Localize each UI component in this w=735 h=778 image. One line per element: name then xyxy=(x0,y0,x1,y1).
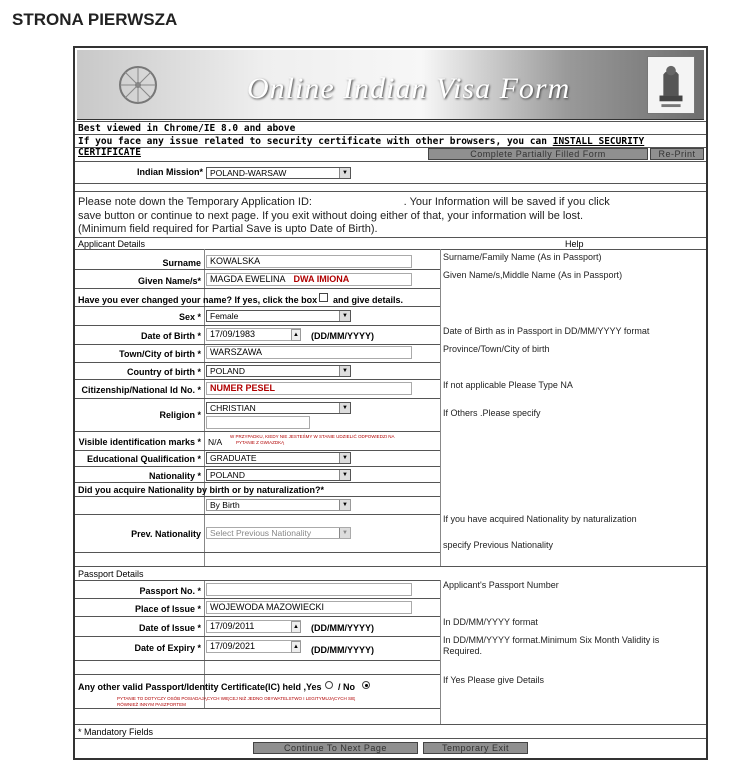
national-emblem-icon xyxy=(647,56,695,114)
continue-next-page-button[interactable]: Continue To Next Page xyxy=(253,742,418,754)
nationality-label: Nationality * xyxy=(148,471,201,481)
marks-value: N/A xyxy=(208,437,223,447)
dropdown-arrow-icon: ▼ xyxy=(339,500,350,510)
prev-nationality-value: Select Previous Nationality xyxy=(210,528,312,538)
divider xyxy=(75,738,706,739)
column-divider xyxy=(440,249,441,566)
temp-note-line-1: Please note down the Temporary Application ID: . Your Information will be saved if you click xyxy=(78,196,610,208)
surname-label: Surname xyxy=(162,258,201,268)
cert-note-text: If you face any issue related to security certificate with other browsers, you can xyxy=(78,136,547,147)
education-value: GRADUATE xyxy=(210,453,257,463)
divider xyxy=(75,183,706,184)
other-passport-annotation-line-2: RÓWNIEŻ INNYM PASZPORTEM xyxy=(117,701,186,707)
religion-value: CHRISTIAN xyxy=(210,403,256,413)
passport-number-input[interactable] xyxy=(206,583,412,596)
divider xyxy=(75,660,440,661)
divider xyxy=(75,269,440,270)
page-heading: STRONA PIERWSZA xyxy=(12,10,178,29)
marks-annotation xyxy=(230,434,420,445)
town-input[interactable]: WARSZAWA xyxy=(206,346,412,359)
dob-spinner-icon[interactable]: ▲ xyxy=(291,329,301,341)
prev-nationality-help-2: specify Previous Nationality xyxy=(443,540,554,550)
browser-note: Best viewed in Chrome/IE 8.0 and above xyxy=(78,123,296,134)
other-passport-question: Any other valid Passport/Identity Certificate(IC) held ,Yes xyxy=(78,682,322,692)
divider xyxy=(75,466,440,467)
surname-input[interactable]: KOWALSKA xyxy=(206,255,412,268)
divider xyxy=(75,306,440,307)
given-name-label: Given Name/s* xyxy=(137,276,201,286)
dob-input[interactable]: 17/09/1983 xyxy=(206,328,301,341)
acquire-question: Did you acquire Nationality by birth or by naturalization?* xyxy=(78,485,325,495)
divider xyxy=(75,398,440,399)
changed-name-question xyxy=(78,295,317,305)
issue-date-input[interactable]: 17/09/2011 xyxy=(206,620,301,633)
town-help: Province/Town/City of birth xyxy=(443,344,550,354)
sex-value: Female xyxy=(210,311,239,321)
expiry-date-help-1: In DD/MM/YYYY format.Minimum Six Month Validity is xyxy=(443,635,660,645)
divider xyxy=(75,431,440,432)
install-certificate-link[interactable]: INSTALL SECURITY CERTIFICATE xyxy=(78,136,645,158)
expiry-date-label: Date of Expiry * xyxy=(134,643,201,653)
citizenship-label: Citizenship/National Id No. * xyxy=(81,385,201,395)
religion-other-input[interactable] xyxy=(206,416,310,429)
temp-note xyxy=(78,196,703,237)
divider xyxy=(75,636,440,637)
divider xyxy=(75,362,440,363)
country-value: POLAND xyxy=(210,366,245,376)
given-name-input[interactable] xyxy=(206,273,412,286)
expiry-date-help-2: Required. xyxy=(443,646,483,656)
dropdown-arrow-icon: ▼ xyxy=(339,168,350,178)
divider xyxy=(75,724,706,725)
column-divider xyxy=(440,580,441,724)
reprint-button[interactable]: Re-Print xyxy=(650,148,704,160)
dropdown-arrow-icon: ▼ xyxy=(339,528,350,538)
dropdown-arrow-icon: ▼ xyxy=(339,403,350,413)
other-passport-yes-radio[interactable] xyxy=(325,681,333,689)
surname-help: Surname/Family Name (As in Passport) xyxy=(443,252,602,262)
issue-date-spinner-icon[interactable]: ▲ xyxy=(291,621,301,633)
mandatory-note: * Mandatory Fields xyxy=(78,727,154,737)
expiry-date-input[interactable]: 17/09/2021 xyxy=(206,640,301,653)
dropdown-arrow-icon: ▼ xyxy=(339,453,350,463)
divider xyxy=(75,344,440,345)
place-of-issue-label: Place of Issue * xyxy=(134,604,201,614)
expiry-date-format: (DD/MM/YYYY) xyxy=(311,645,374,655)
town-label: Town/City of birth * xyxy=(119,349,201,359)
divider xyxy=(75,325,440,326)
given-name-annotation: DWA IMIONA xyxy=(293,274,350,284)
divider xyxy=(75,482,440,483)
divider xyxy=(75,379,440,380)
changed-name-suffix: and give details. xyxy=(333,295,404,305)
help-section-title: Help xyxy=(565,239,584,249)
temporary-exit-button[interactable]: Temporary Exit xyxy=(423,742,528,754)
passport-number-help: Applicant's Passport Number xyxy=(443,580,559,590)
country-select[interactable] xyxy=(206,365,351,377)
applicant-section-title: Applicant Details xyxy=(78,239,146,249)
marks-label: Visible identification marks * xyxy=(78,437,201,447)
divider xyxy=(75,134,706,135)
mission-select[interactable] xyxy=(206,167,351,179)
divider xyxy=(75,674,440,675)
temp-note-line-3: (Minimum field required for Partial Save is upto Date of Birth). xyxy=(78,223,378,235)
marks-annotation-line-2: PYTANIE Z GWIAZDKĄ xyxy=(236,439,285,445)
divider xyxy=(75,237,706,238)
dropdown-arrow-icon: ▼ xyxy=(339,470,350,480)
citizenship-input[interactable] xyxy=(206,382,412,395)
divider xyxy=(75,580,440,581)
prev-nationality-label: Prev. Nationality xyxy=(131,529,201,539)
dob-label: Date of Birth * xyxy=(140,331,201,341)
divider xyxy=(75,249,706,250)
changed-name-text: Have you ever changed your name? If yes, click the box xyxy=(78,295,318,305)
education-select[interactable] xyxy=(206,452,351,464)
mission-value: POLAND-WARSAW xyxy=(210,168,287,178)
place-of-issue-input[interactable]: WOJEWODA MAZOWIECKI xyxy=(206,601,412,614)
other-passport-no-radio[interactable] xyxy=(362,681,370,689)
temp-note-line-2: save button or continue to next page. If you exit without doing either of that, your information will be lost. xyxy=(78,209,584,222)
sex-select[interactable] xyxy=(206,310,351,322)
acquire-select[interactable] xyxy=(206,499,351,511)
dob-help: Date of Birth as in Passport in DD/MM/YYYY format xyxy=(443,326,650,336)
mission-label: Indian Mission* xyxy=(136,167,203,177)
prev-nationality-select[interactable] xyxy=(206,527,351,539)
other-passport-no-label: / No xyxy=(338,682,355,692)
divider xyxy=(75,288,440,289)
passport-number-label: Passport No. * xyxy=(139,586,201,596)
issue-date-label: Date of Issue * xyxy=(138,623,201,633)
divider xyxy=(75,496,440,497)
citizenship-annotation: NUMER PESEL xyxy=(210,383,276,393)
banner-title: Online Indian Visa Form xyxy=(247,72,571,105)
education-label: Educational Qualification * xyxy=(86,454,201,464)
other-passport-annotation-line-1: PYTANIE TO DOTYCZY OSÓB POSIADAJĄCYCH WIĘCEJ NIŻ JEDNO OBYWATELSTWO I LEGITYMUJĄCYCH SIĘ xyxy=(117,696,356,701)
divider xyxy=(75,161,706,162)
expiry-date-spinner-icon[interactable]: ▲ xyxy=(291,641,301,653)
visa-form xyxy=(73,46,708,760)
given-name-help: Given Name/s,Middle Name (As in Passport) xyxy=(443,270,623,280)
divider xyxy=(75,121,706,122)
form-banner xyxy=(77,50,704,120)
religion-label: Religion * xyxy=(159,410,201,420)
nationality-select[interactable] xyxy=(206,469,351,481)
passport-section-title: Passport Details xyxy=(78,569,144,579)
divider xyxy=(75,598,440,599)
issue-date-help: In DD/MM/YYYY format xyxy=(443,617,538,627)
complete-partial-form-button[interactable]: Complete Partially Filled Form xyxy=(428,148,648,160)
sex-label: Sex * xyxy=(178,312,201,322)
ashoka-chakra-icon xyxy=(117,64,159,106)
dropdown-arrow-icon: ▼ xyxy=(339,366,350,376)
divider xyxy=(75,450,440,451)
dropdown-arrow-icon: ▼ xyxy=(339,311,350,321)
divider xyxy=(75,552,440,553)
issue-date-format: (DD/MM/YYYY) xyxy=(311,623,374,633)
religion-select[interactable] xyxy=(206,402,351,414)
changed-name-checkbox[interactable] xyxy=(319,293,328,302)
divider xyxy=(75,191,706,192)
nationality-value: POLAND xyxy=(210,470,245,480)
divider xyxy=(75,616,440,617)
citizenship-help: If not applicable Please Type NA xyxy=(443,380,573,390)
prev-nationality-help-1: If you have acquired Nationality by naturalization xyxy=(443,514,637,524)
other-passport-annotation xyxy=(117,696,417,707)
other-passport-help: If Yes Please give Details xyxy=(443,675,545,685)
country-label: Country of birth * xyxy=(127,367,201,377)
dob-format: (DD/MM/YYYY) xyxy=(311,331,374,341)
acquire-value: By Birth xyxy=(210,500,240,510)
divider xyxy=(75,566,706,567)
divider xyxy=(75,514,440,515)
divider xyxy=(75,708,440,709)
religion-help: If Others .Please specify xyxy=(443,408,541,418)
given-name-value: MAGDA EWELINA xyxy=(210,274,286,284)
marks-annotation-line-1: W PRZYPADKU, KIEDY NIE JESTEŚMY W STANIE UDZIELIĆ ODPOWIEDZI NA xyxy=(230,434,395,439)
